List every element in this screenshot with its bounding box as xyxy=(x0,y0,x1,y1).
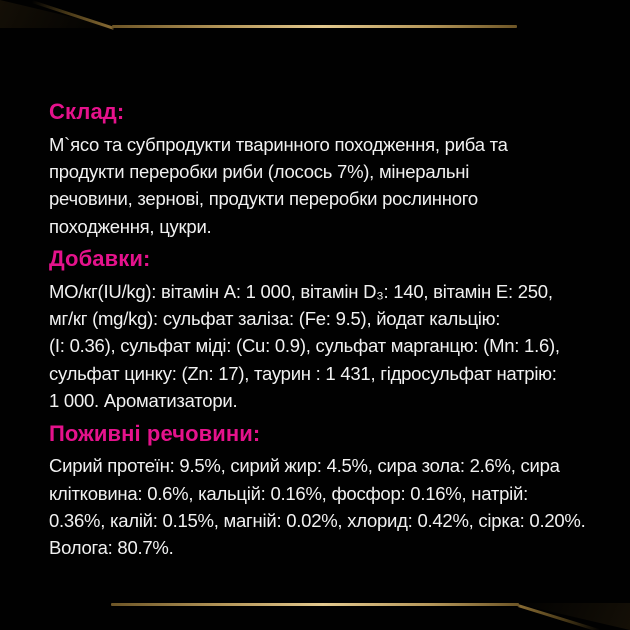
text-line: Сирий протеїн: 9.5%, сирий жир: 4.5%, сира зола: 2.6%, сира xyxy=(49,455,560,477)
text-line: речовини, зернові, продукти переробки рослинного xyxy=(49,188,478,210)
text-line: М`ясо та субпродукти тваринного походження, риба та xyxy=(49,133,508,155)
text-line: клітковина: 0.6%, кальцій: 0.16%, фосфор: 0.16%, натрій: xyxy=(49,482,528,504)
section-heading-ingredients: Склад: xyxy=(49,99,125,124)
section-heading-nutrients: Поживні речовини: xyxy=(49,420,261,446)
text-line: 1 000. Ароматизатори. xyxy=(49,390,238,412)
section-ingredients xyxy=(49,98,597,240)
section-body-nutrients xyxy=(49,452,597,562)
section-additives xyxy=(49,245,597,415)
section-body-additives xyxy=(49,278,597,415)
text-line: Волога: 80.7%. xyxy=(49,537,174,559)
text-line: сульфат цинку: (Zn: 17), таурин : 1 431, гідросульфат натрію: xyxy=(49,362,557,384)
text-line: мг/кг (mg/kg): сульфат заліза: (Fe: 9.5), йодат кальцію: xyxy=(49,308,501,330)
section-nutrients xyxy=(49,420,597,562)
text-line: продукти переробки риби (лосось 7%), мінеральні xyxy=(49,160,470,182)
text-line: 0.36%, калій: 0.15%, магній: 0.02%, хлорид: 0.42%, сірка: 0.20%. xyxy=(49,509,586,531)
gold-rule-top xyxy=(112,25,517,28)
gold-rule-bottom xyxy=(111,603,519,606)
text-line: походження, цукри. xyxy=(49,215,212,237)
label-text-content xyxy=(49,98,597,562)
section-body-ingredients xyxy=(49,131,597,241)
gold-corner-wedge-bottom-right xyxy=(514,603,630,630)
text-line: МО/кг(IU/kg): вітамін A: 1 000, вітамін D₃: 140, вітамін E: 250, xyxy=(49,280,553,302)
section-heading-additives: Добавки: xyxy=(49,246,151,272)
text-line: (I: 0.36), сульфат міді: (Cu: 0.9), сульфат марганцю: (Mn: 1.6), xyxy=(49,335,560,357)
